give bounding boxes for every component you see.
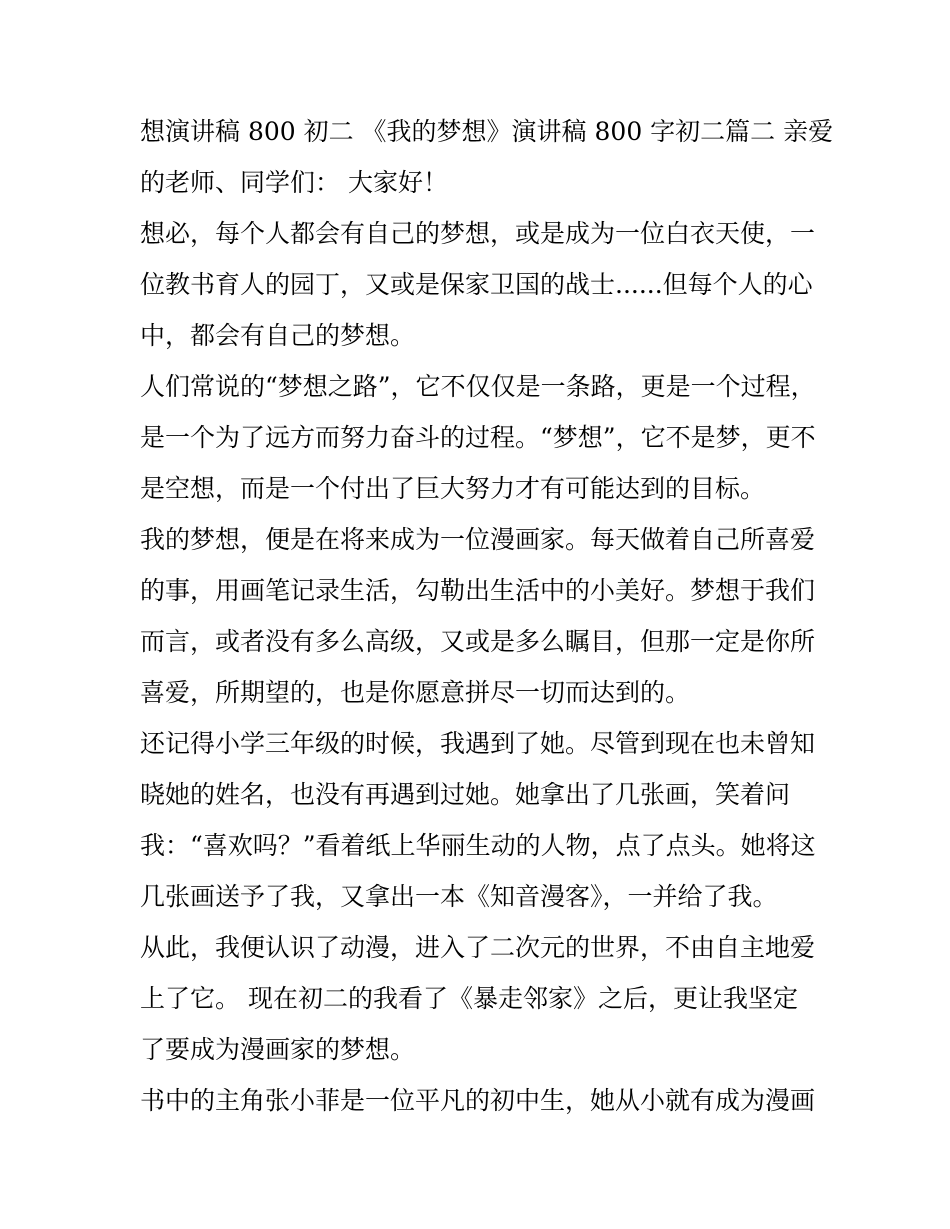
document-body xyxy=(140,106,834,1126)
text-line: 还记得小学三年级的时候，我遇到了她。尽管到现在也未曾知 xyxy=(140,729,816,758)
text-line: 而言，或者没有多么高级，又或是多么瞩目，但那一定是你所 xyxy=(140,627,816,656)
text-line: 中，都会有自己的梦想。 xyxy=(140,321,416,350)
text-line: 想必，每个人都会有自己的梦想，或是成为一位白衣天使，一 xyxy=(140,219,816,248)
text-line: 人们常说的“梦想之路”，它不仅仅是一条路，更是一个过程， xyxy=(140,372,816,401)
text-line: 位教书育人的园丁，又或是保家卫国的战士......但每个人的心 xyxy=(140,270,813,299)
text-line: 想演讲稿 800 初二 《我的梦想》演讲稿 800 字初二篇二 亲爱 xyxy=(140,117,834,146)
text-line: 是一个为了远方而努力奋斗的过程。“梦想”，它不是梦，更不 xyxy=(140,423,816,452)
text-line: 的事，用画笔记录生活，勾勒出生活中的小美好。梦想于我们 xyxy=(140,576,816,605)
text-line: 书中的主角张小菲是一位平凡的初中生，她从小就有成为漫画 xyxy=(140,1086,816,1115)
text-line: 晓她的姓名，也没有再遇到过她。她拿出了几张画，笑着问 xyxy=(140,780,791,809)
text-line: 上了它。 现在初二的我看了《暴走邻家》之后，更让我坚定 xyxy=(140,984,798,1013)
text-line: 从此，我便认识了动漫，进入了二次元的世界，不由自主地爱 xyxy=(140,933,816,962)
text-line: 我的梦想，便是在将来成为一位漫画家。每天做着自己所喜爱 xyxy=(140,525,816,554)
text-line: 了要成为漫画家的梦想。 xyxy=(140,1035,416,1064)
text-line: 的老师、同学们： 大家好！ xyxy=(140,168,448,197)
text-line: 几张画送予了我，又拿出一本《知音漫客》，一并给了我。 xyxy=(140,882,778,911)
text-line: 我：“喜欢吗？”看着纸上华丽生动的人物，点了点头。她将这 xyxy=(140,831,816,860)
text-line: 是空想，而是一个付出了巨大努力才有可能达到的目标。 xyxy=(140,474,766,503)
text-line: 喜爱，所期望的，也是你愿意拼尽一切而达到的。 xyxy=(140,678,691,707)
